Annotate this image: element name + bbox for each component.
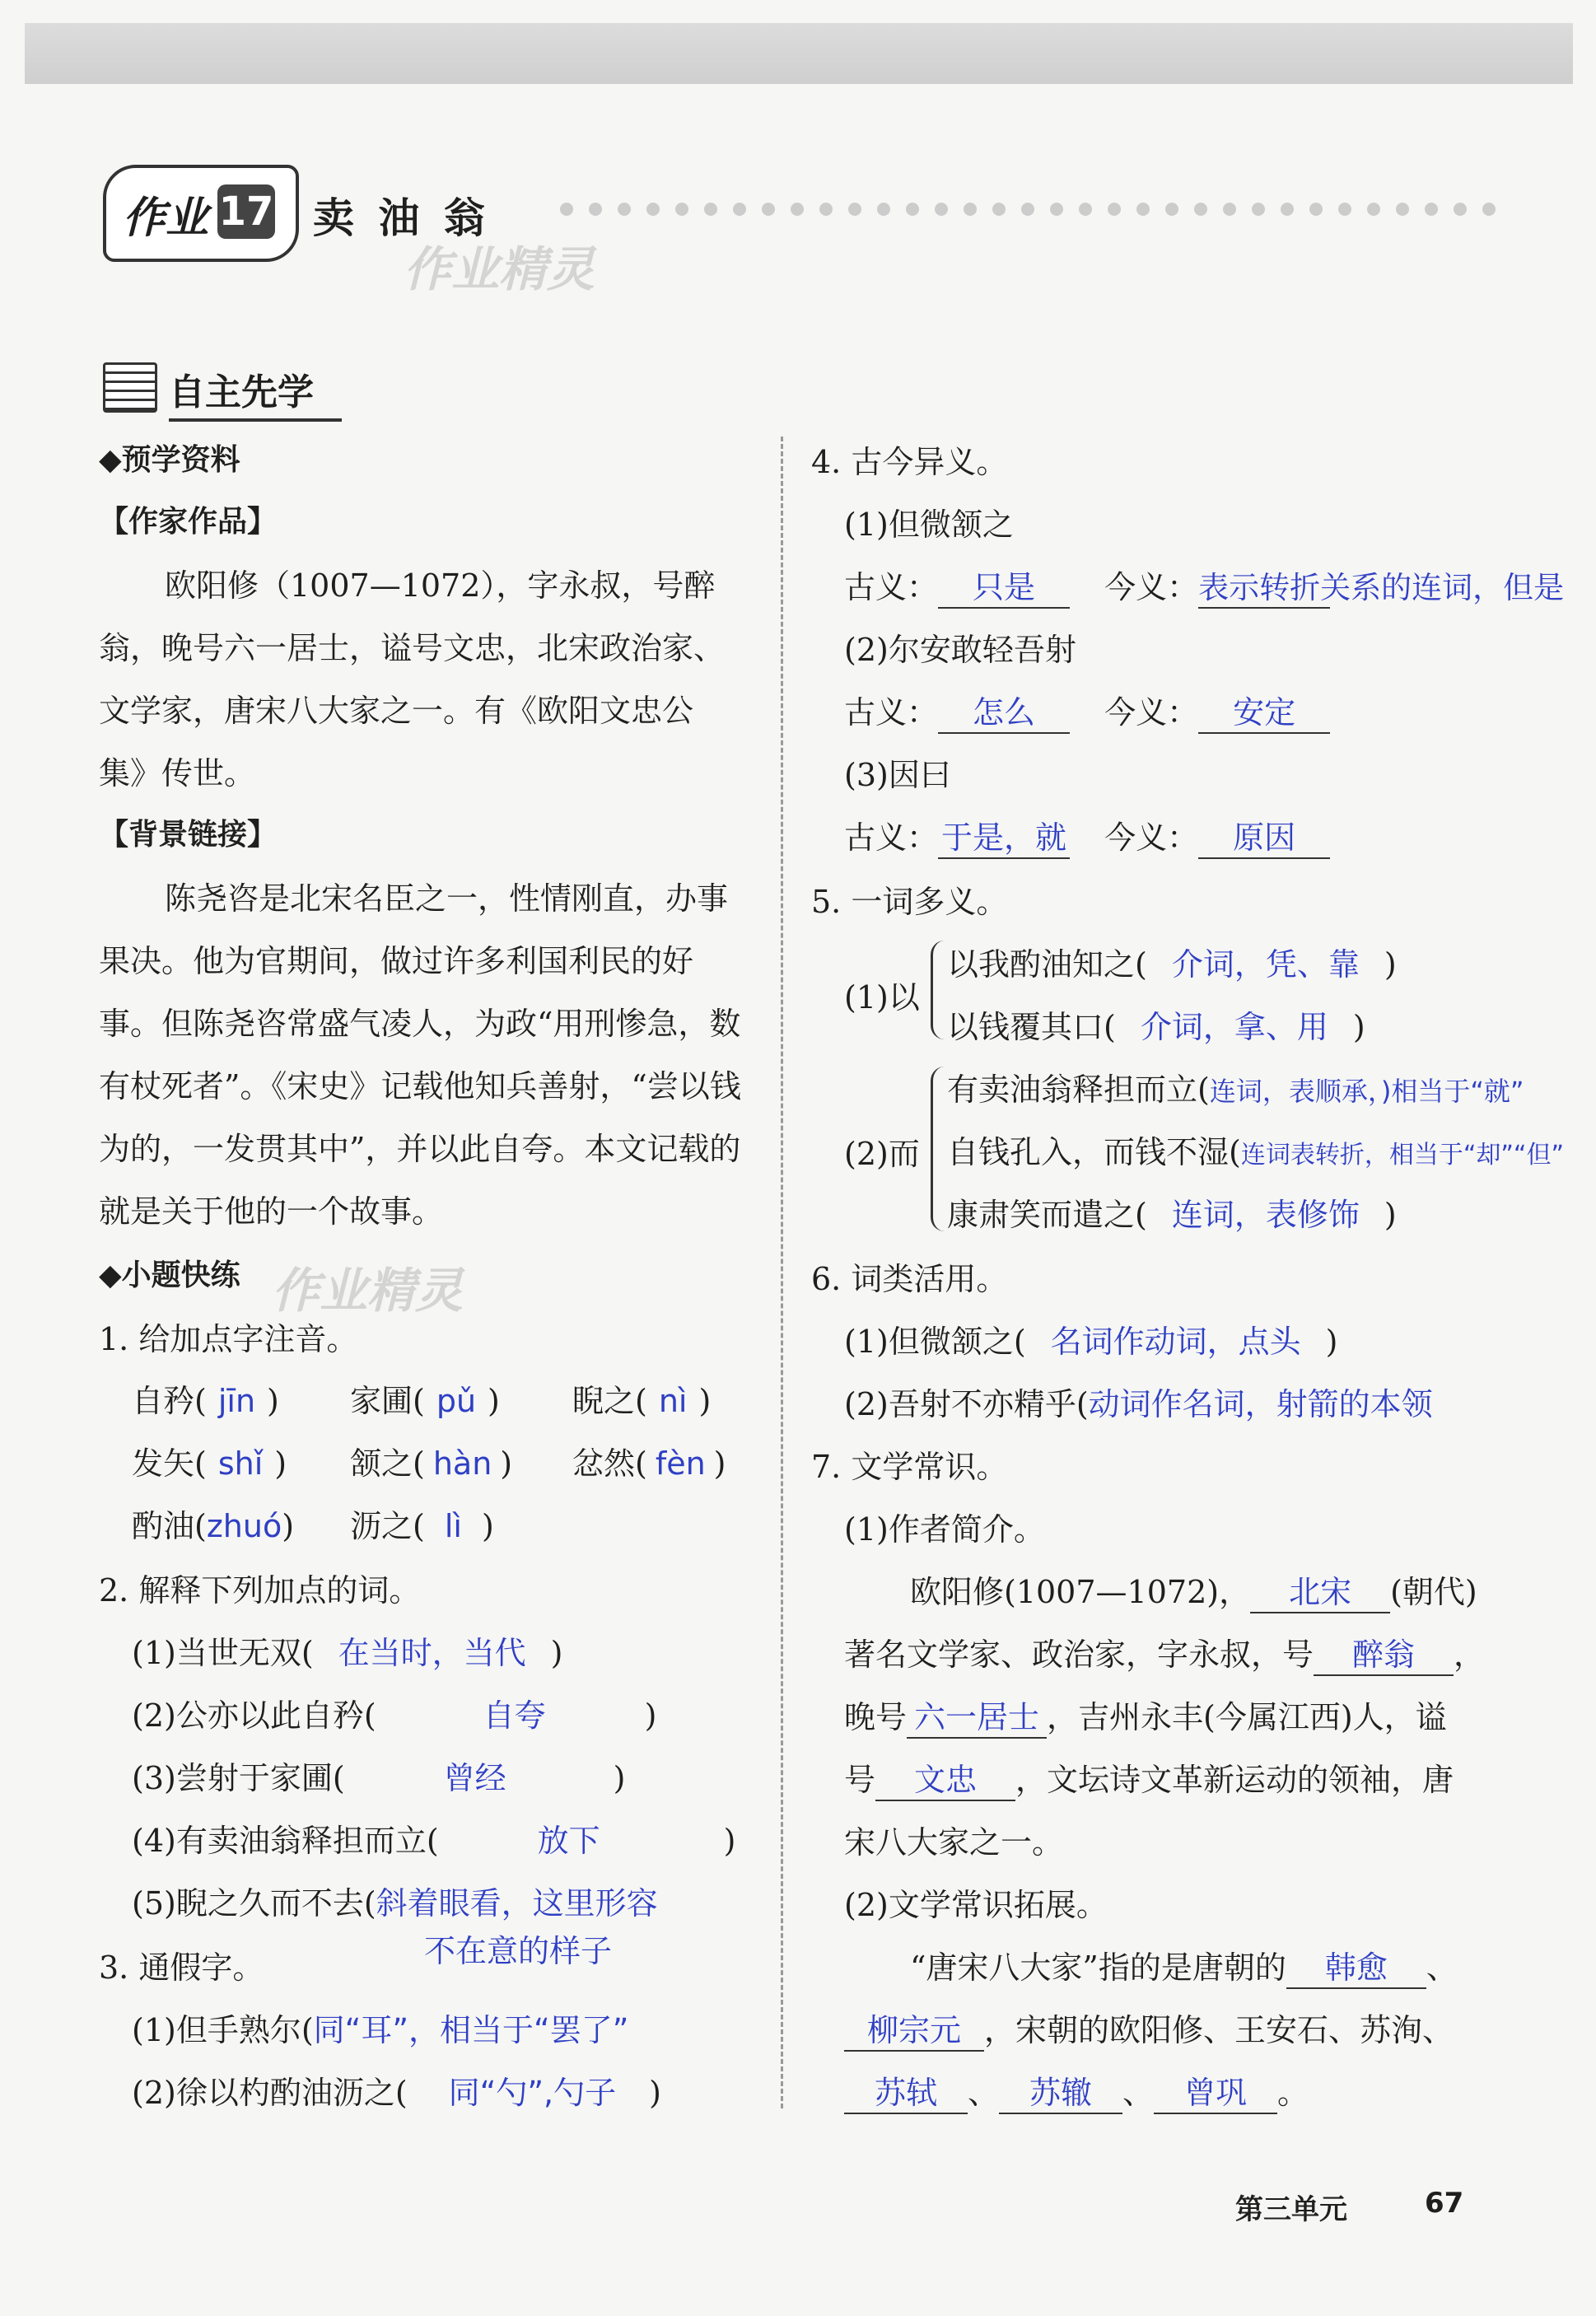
bg-line-4: 有杖死者”。《宋史》记载他知兵善射，“尝以钱 [99,1068,741,1104]
q1-item-1: 自矜( jīn ) [132,1383,279,1419]
q4-item-3-phrase: (3)因曰 [844,757,951,793]
author-tag: 【作家作品】 [99,505,278,539]
q4-item-1-answers: 古义： 只是 今义：表示转折关系的连词，但是 [844,562,1330,609]
title-dots [560,203,1573,219]
q4-item-3-answers: 古义： 于是，就 今义： 原因 [844,812,1330,859]
q1-item-4: 发矢( shǐ ) [132,1445,287,1482]
q5-b-brace [931,1067,945,1231]
q2-item-1: (1)当世无双( 在当时，当代 ) [132,1635,563,1671]
homework-label: 作业 [123,194,209,243]
q4-title: 4. 古今异义。 [811,444,1008,480]
q7-1-title: (1)作者简介。 [844,1511,1045,1548]
q1-item-3: 睨之( nì ) [572,1383,712,1419]
q4-item-2-answers: 古义： 怎么 今义： 安定 [844,687,1330,734]
q5-b-item-2: 自钱孔入，而钱不湿(连词表转折，相当于“却”“但” [947,1134,1564,1170]
footer-page-number: 67 [1425,2187,1464,2220]
q1-item-6: 忿然( fèn ) [572,1445,726,1482]
q7-1-line-2: 著名文学家、政治家，字永叔，号 醉翁 ， [844,1629,1485,1676]
q7-title: 7. 文学常识。 [811,1449,1008,1485]
homework-number: 17 [217,184,275,239]
q6-title: 6. 词类活用。 [811,1261,1008,1297]
q2-item-4: (4)有卖油翁释担而立( 放下 ) [132,1823,736,1859]
q7-2-title: (2)文学常识拓展。 [844,1887,1108,1923]
q3-item-2: (2)徐以杓酌油沥之( 同“勺”,勺子 ) [132,2075,661,2111]
bg-line-5: 为的，一发贯其中”，并以此自夸。本文记载的 [99,1131,741,1167]
q5-a-item-1: 以我酌油知之( 介词，凭、靠 ) [947,946,1397,983]
author-line-4: 集》传世。 [99,755,256,791]
q1-item-5: 颔之( hàn ) [350,1445,513,1482]
author-line-1: 欧阳修（1007—1072），字永叔，号醉 [165,567,716,604]
q2-title: 2. 解释下列加点的词。 [99,1572,421,1609]
q1-item-7: 酌油(zhuó) [132,1508,295,1544]
q2-item-5: (5)睨之久而不去(斜着眼看，这里形容 [132,1885,658,1921]
watermark-2: 作业精灵 [272,1263,464,1319]
q1-item-2: 家圃( pǔ ) [350,1383,500,1419]
homework-badge [103,165,299,262]
q5-title: 5. 一词多义。 [811,884,1008,920]
q7-2-line-3: 苏轼 、 苏辙 、 曾巩 。 [844,2067,1309,2114]
bg-line-3: 事。但陈尧咨常盛气凌人，为政“用刑惨急，数 [99,1006,741,1042]
q5-a-brace [931,941,945,1039]
background-tag: 【背景链接】 [99,818,278,852]
q4-item-1-phrase: (1)但微颔之 [844,507,1014,543]
q4-item-2-phrase: (2)尔安敢轻吾射 [844,632,1076,668]
q2-item-2: (2)公亦以此自矜( 自夸 ) [132,1697,657,1734]
q7-1-line-1: 欧阳修(1007—1072)， 北宋 (朝代) [910,1567,1477,1613]
footer-unit: 第三单元 [1235,2193,1347,2226]
bg-line-6: 就是关于他的一个故事。 [99,1193,444,1230]
q6-item-2: (2)吾射不亦精乎(动词作名词，射箭的本领 [844,1386,1433,1422]
q7-1-line-5: 宋八大家之一。 [844,1824,1064,1861]
lesson-title: 卖 油 翁 [313,194,490,242]
author-line-3: 文学家，唐宋八大家之一。有《欧阳文忠公 [99,693,694,729]
q7-1-line-3: 晚号 六一居士 ，吉州永丰(今属江西)人，谥 [844,1692,1447,1739]
author-line-2: 翁，晚号六一居士，谥号文忠，北宋政治家、 [99,630,726,666]
q2-item-5-continued: 不在意的样子 [424,1933,613,1969]
q5-b-item-3: 康肃笑而遣之( 连词，表修饰 ) [947,1197,1397,1233]
notebook-icon [103,362,157,413]
bg-line-1: 陈尧咨是北宋名臣之一，性情刚直，办事 [165,880,729,917]
q5-a-label: (1)以 [844,979,920,1016]
q5-b-label: (2)而 [844,1136,920,1172]
q1-title: 1. 给加点字注音。 [99,1321,358,1357]
pre-study-heading: ◆预学资料 [99,443,240,477]
q3-title: 3. 通假字。 [99,1949,264,1986]
q3-item-1: (1)但手熟尔(同“耳”，相当于“罢了” [132,2012,629,2048]
column-divider [781,437,786,2108]
bg-line-2: 果决。他为官期间，做过许多利国利民的好 [99,943,694,979]
quick-practice-heading: ◆小题快练 [99,1258,240,1292]
q7-2-line-1: “唐宋八大家”指的是唐朝的 韩愈 、 [910,1942,1458,1989]
q6-item-1: (1)但微颔之( 名词作动词，点头 ) [844,1324,1338,1360]
section-title: 自主先学 [169,362,342,422]
q1-item-8: 沥之( lì ) [350,1508,494,1544]
q5-b-item-1: 有卖油翁释担而立(连词，表顺承，)相当于“就” [947,1072,1524,1108]
q7-2-line-2: 柳宗元 ，宋朝的欧阳修、王安石、苏洵、 [844,2005,1454,2052]
watermark-1: 作业精灵 [404,241,595,297]
q5-a-item-2: 以钱覆其口( 介词，拿、用 ) [947,1009,1365,1045]
q7-1-line-4: 号 文忠 ，文坛诗文革新运动的领袖，唐 [844,1754,1454,1801]
q2-item-3: (3)尝射于家圃( 曾经 ) [132,1760,626,1796]
